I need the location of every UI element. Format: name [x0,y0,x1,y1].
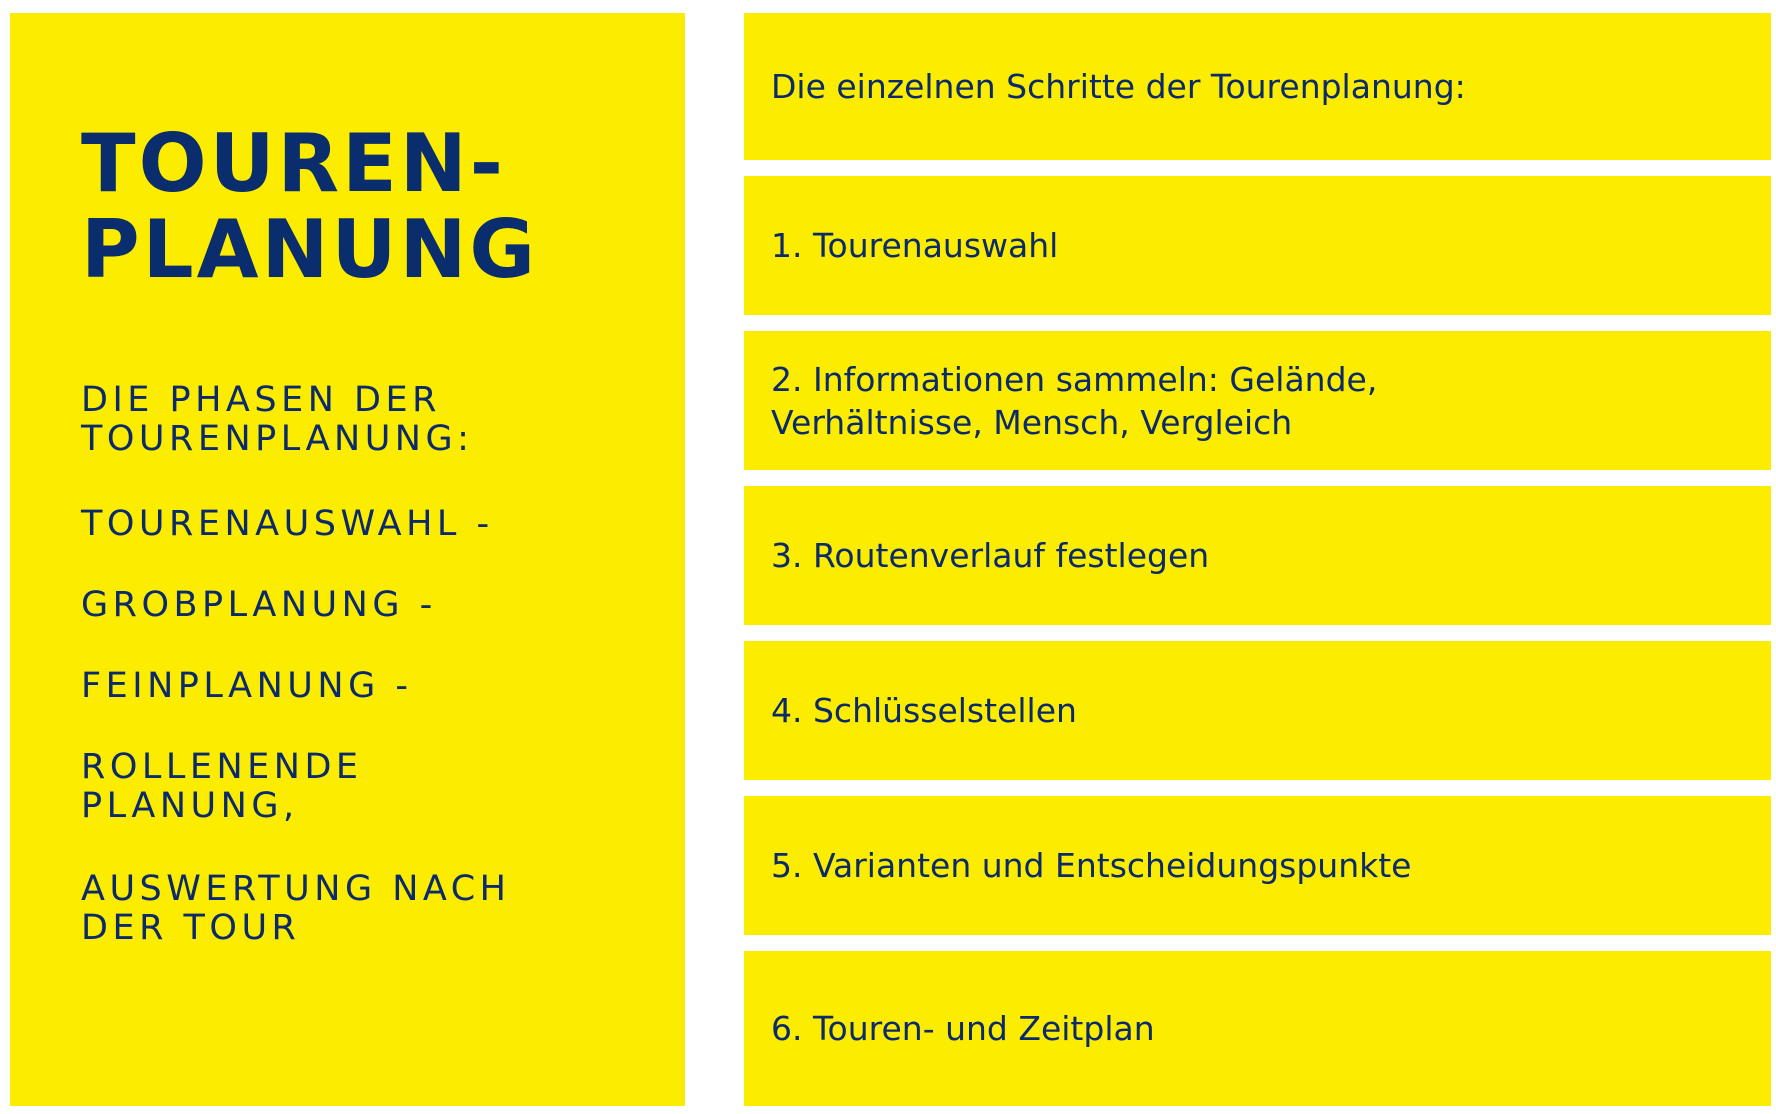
steps-header: Die einzelnen Schritte der Tourenplanung: [771,67,1466,106]
phase-item-auswertung: AUSWERTUNG NACH DER TOUR [81,869,511,948]
step-text-5: 5. Varianten und Entscheidungspunkte [771,846,1412,885]
phase-item-grobplanung: GROBPLANUNG - [81,585,437,625]
left-panel [10,13,685,1106]
step-box-2 [744,331,1771,470]
step-text-4: 4. Schlüsselstellen [771,691,1077,730]
page-title [81,117,539,296]
phase-item-feinplanung: FEINPLANUNG - [81,666,413,706]
phase-item-tourenauswahl: TOURENAUSWAHL - [81,504,494,544]
step-box-5 [744,796,1771,935]
step-text-2: 2. Informationen sammeln: Gelände, Verhältnisse, Mensch, Vergleich [771,359,1378,442]
step-box-6 [744,951,1771,1106]
steps-header-box [744,13,1771,160]
step-box-1 [744,176,1771,315]
title-line-1: TOUREN- [81,117,506,210]
step-text-1: 1. Tourenauswahl [771,226,1059,265]
step-text-3: 3. Routenverlauf festlegen [771,536,1210,575]
step-text-6: 6. Touren- und Zeitplan [771,1009,1155,1048]
step-box-4 [744,641,1771,780]
step-box-3 [744,486,1771,625]
phase-item-rollende-planung: ROLLENENDE PLANUNG, [81,747,363,826]
phases-heading: DIE PHASEN DER TOURENPLANUNG: [81,380,474,459]
title-line-2: PLANUNG [81,203,539,296]
